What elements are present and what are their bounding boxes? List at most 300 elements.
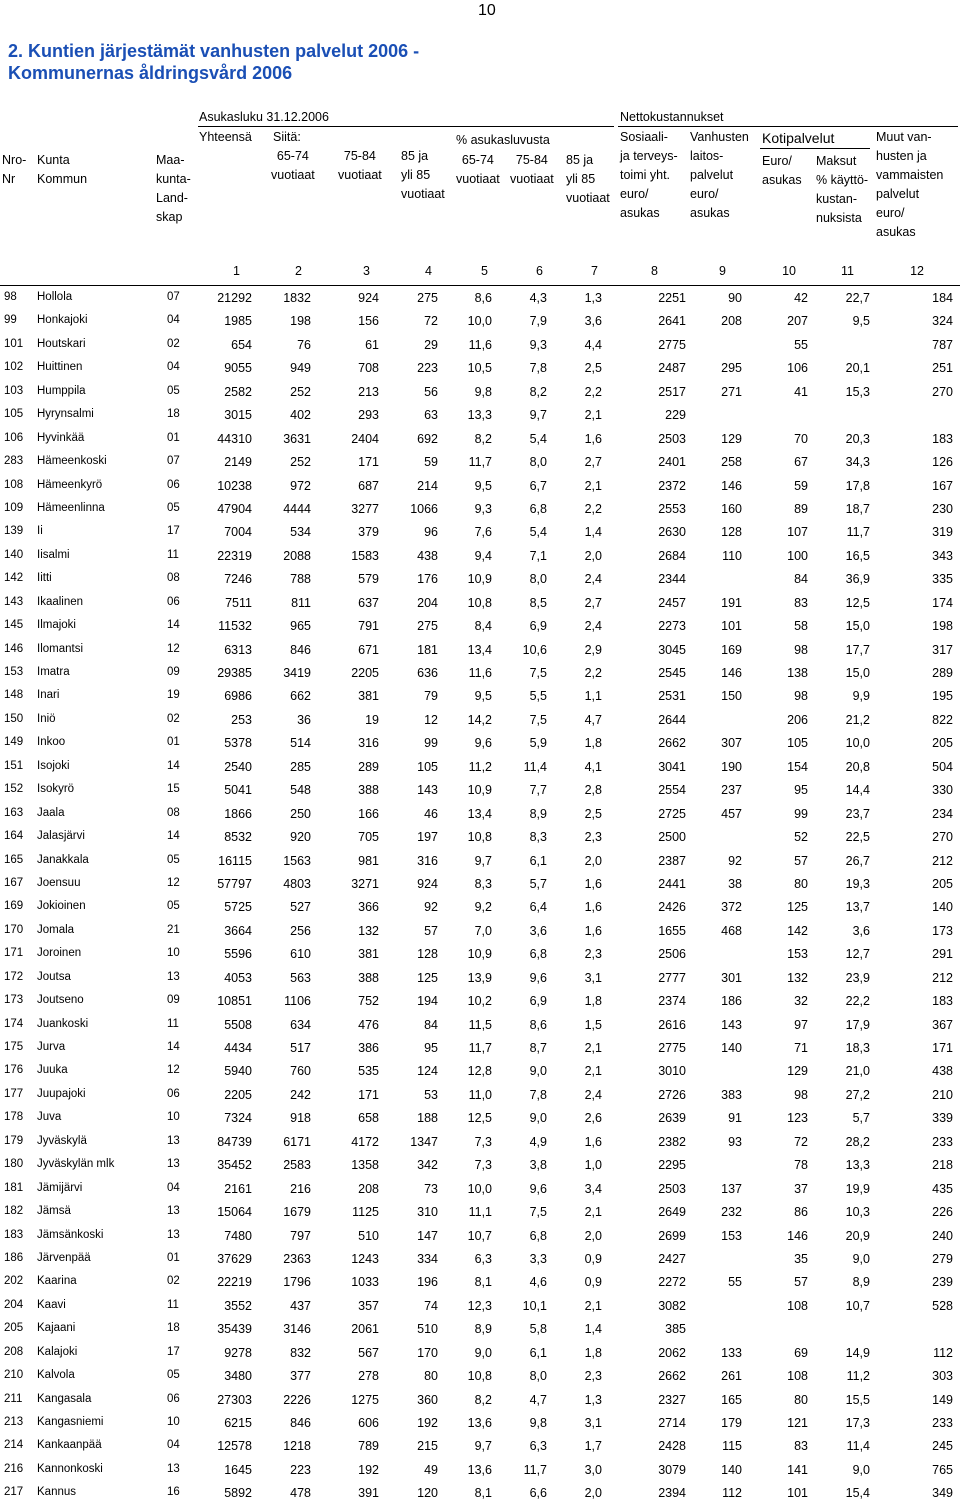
nro-cell: 108 — [4, 478, 24, 491]
kunta-cell: Kaarina — [37, 1275, 77, 1288]
yhteensa-cell: 44310 — [217, 431, 252, 446]
header-kotipalvelut: Kotipalvelut — [762, 130, 835, 146]
sosiaali-cell: 2062 — [658, 1345, 686, 1360]
c85-cell: 275 — [417, 619, 438, 634]
maksut-cell: 8,9 — [852, 1275, 870, 1290]
p65-74-cell: 7,3 — [474, 1158, 492, 1173]
yhteensa-cell: 37629 — [217, 1251, 252, 1266]
table-row — [0, 896, 960, 919]
p85-cell: 1,0 — [584, 1158, 602, 1173]
c85-cell: 53 — [424, 1087, 438, 1102]
c65-74-cell: 517 — [290, 1041, 311, 1055]
yhteensa-cell: 3552 — [224, 1298, 252, 1313]
maksut-cell: 34,3 — [845, 455, 870, 470]
koti-euro-cell: 105 — [787, 736, 808, 751]
c85-cell: 360 — [417, 1392, 438, 1407]
c85-cell: 124 — [417, 1064, 438, 1079]
kunta-cell: Jämsänkoski — [37, 1228, 104, 1241]
p75-84-cell: 9,6 — [529, 970, 547, 985]
maksut-cell: 15,0 — [845, 619, 870, 634]
maksut-cell: 9,9 — [852, 689, 870, 704]
p75-84-cell: 5,5 — [529, 689, 547, 704]
sosiaali-cell: 2251 — [658, 291, 686, 305]
vanhusten-cell: 146 — [721, 666, 742, 680]
header-maakunta: Maa- kunta- Land- skap — [156, 153, 191, 224]
p85-cell: 2,2 — [584, 384, 602, 399]
c65-74-cell: 252 — [290, 384, 311, 399]
sosiaali-cell: 1655 — [658, 923, 686, 938]
c65-74-cell: 972 — [290, 478, 311, 493]
c65-74-cell: 846 — [290, 642, 311, 657]
maksut-cell: 36,9 — [845, 572, 870, 587]
p85-cell: 2,0 — [584, 1228, 602, 1243]
p65-74-cell: 11,6 — [468, 337, 492, 352]
kunta-cell: Jomala — [37, 923, 75, 936]
maksut-cell: 15,3 — [845, 384, 870, 399]
c85-cell: 128 — [417, 947, 438, 962]
vanhusten-cell: 101 — [721, 619, 742, 634]
maksut-cell: 21,2 — [845, 712, 870, 727]
maakunta-cell: 16 — [167, 1486, 180, 1499]
p75-84-cell: 5,4 — [529, 431, 547, 446]
col-number-5: 5 — [481, 264, 488, 278]
table-row — [0, 1435, 960, 1458]
sosiaali-cell: 2517 — [658, 384, 686, 399]
muut-cell: 504 — [932, 759, 953, 774]
p65-74-cell: 10,9 — [467, 783, 492, 798]
muut-cell: 339 — [932, 1111, 953, 1126]
maakunta-cell: 14 — [167, 619, 180, 632]
p65-74-cell: 11,6 — [468, 666, 492, 680]
maksut-cell: 19,9 — [845, 1181, 870, 1196]
yhteensa-cell: 6215 — [224, 1416, 252, 1430]
koti-euro-cell: 86 — [794, 1205, 808, 1220]
p75-84-cell: 6,9 — [529, 619, 547, 634]
kunta-cell: Kangasniemi — [37, 1416, 104, 1428]
vanhusten-cell: 258 — [721, 455, 742, 470]
kunta-cell: Joensuu — [37, 876, 81, 889]
maksut-cell: 20,1 — [845, 361, 870, 376]
yhteensa-cell: 8532 — [224, 830, 252, 845]
nro-cell: 142 — [4, 572, 24, 585]
p85-cell: 2,1 — [584, 1298, 602, 1313]
p65-74-cell: 8,9 — [474, 1322, 492, 1337]
table-row — [0, 1154, 960, 1177]
p75-84-cell: 9,3 — [529, 337, 547, 352]
p65-74-cell: 9,7 — [474, 853, 492, 868]
maksut-cell: 27,2 — [845, 1087, 870, 1102]
vanhusten-cell: 165 — [721, 1392, 742, 1407]
c75-84-cell: 579 — [358, 572, 379, 587]
nro-cell: 150 — [4, 712, 24, 725]
nro-cell: 164 — [4, 830, 24, 843]
koti-euro-cell: 142 — [787, 923, 808, 938]
p75-84-cell: 6,8 — [529, 947, 547, 962]
c75-84-cell: 708 — [358, 361, 379, 376]
koti-euro-cell: 123 — [787, 1111, 808, 1126]
p85-cell: 3,0 — [584, 1462, 602, 1477]
kunta-cell: Joutsa — [37, 970, 71, 983]
kunta-cell: Jokioinen — [37, 900, 86, 913]
kunta-cell: Ilomantsi — [37, 642, 84, 655]
yhteensa-cell: 7480 — [224, 1228, 252, 1243]
maksut-cell: 23,7 — [845, 806, 870, 821]
p85-cell: 2,6 — [584, 1111, 602, 1126]
maksut-cell: 14,9 — [845, 1345, 870, 1360]
vanhusten-cell: 457 — [721, 806, 742, 821]
p65-74-cell: 8,2 — [474, 1392, 492, 1407]
sosiaali-cell: 2457 — [658, 595, 686, 610]
p85-cell: 2,7 — [584, 595, 602, 610]
nro-cell: 163 — [4, 806, 24, 819]
sosiaali-cell: 2531 — [658, 689, 686, 704]
kunta-cell: Humppila — [37, 384, 86, 397]
c65-74-cell: 256 — [290, 923, 311, 938]
koti-euro-cell: 108 — [787, 1298, 808, 1313]
c75-84-cell: 171 — [358, 1087, 379, 1102]
page-title-line-2: Kommunernas åldringsvård 2006 — [8, 63, 293, 83]
vanhusten-cell: 383 — [721, 1087, 742, 1102]
sosiaali-cell: 2295 — [658, 1158, 686, 1173]
c75-84-cell: 924 — [358, 291, 379, 305]
page-number: 10 — [478, 2, 496, 19]
maakunta-cell: 14 — [167, 759, 180, 772]
p85-cell: 3,6 — [584, 314, 602, 329]
c75-84-cell: 476 — [358, 1017, 379, 1032]
yhteensa-cell: 3015 — [224, 408, 252, 423]
p85-cell: 2,9 — [584, 642, 602, 657]
vanhusten-cell: 237 — [721, 783, 742, 798]
koti-euro-cell: 125 — [787, 900, 808, 915]
koti-euro-cell: 89 — [794, 501, 808, 516]
col-number-8: 8 — [651, 264, 658, 278]
vanhusten-cell: 143 — [721, 1017, 742, 1032]
header-muut: Muut van- husten ja vammaisten palvelut euro/ asukas — [876, 130, 944, 239]
yhteensa-cell: 27303 — [217, 1392, 252, 1407]
c65-74-cell: 797 — [290, 1228, 311, 1243]
nro-cell: 151 — [4, 759, 24, 772]
c85-cell: 194 — [417, 994, 438, 1009]
koti-euro-cell: 69 — [794, 1345, 808, 1360]
vanhusten-cell: 150 — [721, 689, 742, 704]
c65-74-cell: 285 — [290, 759, 311, 774]
koti-euro-cell: 153 — [787, 947, 808, 962]
c75-84-cell: 705 — [358, 830, 379, 845]
maakunta-cell: 02 — [167, 1275, 180, 1288]
p65-74-cell: 11,7 — [468, 455, 492, 470]
nro-cell: 211 — [4, 1392, 23, 1405]
koti-euro-cell: 132 — [787, 970, 808, 985]
vanhusten-cell: 55 — [728, 1275, 742, 1290]
p85-cell: 2,1 — [584, 478, 602, 493]
c65-74-cell: 1218 — [283, 1439, 311, 1454]
c65-74-cell: 610 — [290, 947, 311, 962]
kunta-cell: Jämijärvi — [37, 1181, 83, 1194]
c75-84-cell: 671 — [358, 642, 379, 657]
c85-cell: 316 — [417, 853, 438, 868]
header-bottom-rule — [0, 285, 960, 286]
maksut-cell: 9,0 — [852, 1462, 870, 1477]
p75-84-cell: 5,4 — [529, 525, 547, 540]
muut-cell: 183 — [932, 994, 953, 1009]
muut-cell: 251 — [932, 361, 953, 376]
table-row — [0, 709, 960, 732]
kunta-cell: Kangasala — [37, 1392, 92, 1405]
p85-cell: 3,4 — [584, 1181, 602, 1196]
maksut-cell: 22,7 — [845, 291, 870, 305]
vanhusten-cell: 112 — [722, 1486, 742, 1501]
c75-84-cell: 289 — [358, 759, 379, 774]
nro-cell: 175 — [4, 1041, 24, 1053]
p85-cell: 1,6 — [584, 900, 602, 915]
c75-84-cell: 2404 — [351, 431, 379, 446]
maakunta-cell: 06 — [167, 595, 180, 608]
p85-cell: 2,4 — [584, 619, 602, 634]
nro-cell: 173 — [4, 994, 24, 1007]
kunta-cell: Hollola — [37, 291, 73, 303]
muut-cell: 289 — [932, 666, 953, 680]
yhteensa-cell: 9278 — [224, 1345, 252, 1360]
table-row — [0, 428, 960, 451]
p65-74-cell: 9,5 — [474, 478, 492, 493]
p85-cell: 1,7 — [584, 1439, 602, 1454]
kunta-cell: Isojoki — [37, 759, 70, 772]
sosiaali-cell: 2428 — [658, 1439, 686, 1454]
col-number-12: 12 — [910, 264, 924, 278]
header-pct-65-74: 65-74 vuotiaat — [456, 153, 500, 186]
c65-74-cell: 965 — [290, 619, 311, 634]
muut-cell: 140 — [932, 900, 953, 915]
koti-euro-cell: 72 — [794, 1134, 808, 1149]
muut-cell: 149 — [932, 1392, 953, 1407]
nro-cell: 102 — [4, 361, 24, 374]
kunta-cell: Kannonkoski — [37, 1462, 103, 1475]
p85-cell: 2,4 — [584, 1087, 602, 1102]
p65-74-cell: 7,3 — [474, 1134, 492, 1149]
c85-cell: 147 — [417, 1228, 438, 1243]
nro-cell: 213 — [4, 1416, 24, 1428]
muut-cell: 205 — [932, 736, 953, 751]
c85-cell: 80 — [424, 1369, 438, 1384]
sosiaali-cell: 2684 — [658, 548, 686, 563]
yhteensa-cell: 2149 — [224, 455, 252, 470]
yhteensa-cell: 16115 — [218, 853, 252, 868]
maakunta-cell: 10 — [167, 1416, 180, 1428]
table-row — [0, 1014, 960, 1037]
c75-84-cell: 379 — [358, 525, 379, 540]
p65-74-cell: 9,0 — [474, 1345, 492, 1360]
p85-cell: 1,6 — [584, 923, 602, 938]
yhteensa-cell: 2205 — [224, 1087, 252, 1102]
maksut-cell: 9,0 — [852, 1251, 870, 1266]
c65-74-cell: 216 — [290, 1181, 311, 1196]
vanhusten-cell: 307 — [721, 736, 742, 751]
c85-cell: 125 — [417, 970, 438, 985]
p85-cell: 2,1 — [584, 1041, 602, 1055]
header-pct-85: 85 ja yli 85 vuotiaat — [566, 153, 610, 205]
maakunta-cell: 17 — [167, 1345, 180, 1358]
vanhusten-cell: 179 — [721, 1416, 742, 1430]
page-title-line-1: 2. Kuntien järjestämät vanhusten palvelut 2006 - — [8, 41, 420, 61]
c65-74-cell: 2583 — [283, 1158, 311, 1173]
koti-euro-cell: 57 — [794, 853, 808, 868]
c65-74-cell: 1796 — [283, 1275, 311, 1290]
c65-74-cell: 1679 — [283, 1205, 311, 1220]
nro-cell: 217 — [4, 1486, 24, 1499]
muut-cell: 343 — [932, 548, 953, 563]
sosiaali-cell: 2777 — [658, 970, 686, 985]
c65-74-cell: 198 — [290, 314, 311, 329]
kunta-cell: Juupajoki — [37, 1087, 86, 1100]
p75-84-cell: 3,3 — [529, 1251, 547, 1266]
vanhusten-cell: 232 — [721, 1205, 742, 1220]
p85-cell: 2,5 — [584, 361, 602, 376]
table-row — [0, 662, 960, 685]
maksut-cell: 15,5 — [845, 1392, 870, 1407]
koti-euro-cell: 129 — [787, 1064, 808, 1079]
sosiaali-cell: 2327 — [658, 1392, 686, 1407]
vanhusten-cell: 468 — [721, 923, 742, 938]
p65-74-cell: 12,3 — [467, 1298, 492, 1313]
c75-84-cell: 156 — [358, 314, 379, 329]
c65-74-cell: 563 — [290, 970, 311, 985]
yhteensa-cell: 253 — [231, 712, 252, 727]
koti-euro-cell: 146 — [787, 1228, 808, 1243]
p65-74-cell: 10,8 — [467, 1369, 492, 1384]
sosiaali-cell: 2427 — [658, 1251, 686, 1266]
p65-74-cell: 10,2 — [467, 994, 492, 1009]
nro-cell: 145 — [4, 619, 24, 632]
sosiaali-cell: 2662 — [658, 736, 686, 751]
maakunta-cell: 10 — [167, 947, 180, 960]
maakunta-cell: 07 — [167, 291, 180, 303]
kunta-cell: Kalvola — [37, 1369, 75, 1382]
header-siita: Siitä: — [273, 130, 301, 144]
c85-cell: 1066 — [410, 501, 438, 516]
p75-84-cell: 8,9 — [529, 806, 547, 821]
p75-84-cell: 9,0 — [529, 1111, 547, 1126]
p65-74-cell: 10,8 — [467, 830, 492, 845]
p75-84-cell: 8,0 — [529, 572, 547, 587]
koti-euro-cell: 99 — [794, 806, 808, 821]
nro-cell: 101 — [4, 337, 24, 350]
koti-euro-cell: 57 — [794, 1275, 808, 1290]
maksut-cell: 5,7 — [852, 1111, 870, 1126]
col-number-9: 9 — [719, 264, 726, 278]
p75-84-cell: 9,8 — [529, 1416, 547, 1430]
muut-cell: 210 — [932, 1087, 953, 1102]
sosiaali-cell: 2374 — [658, 994, 686, 1009]
nro-cell: 103 — [4, 384, 24, 397]
kunta-cell: Iisalmi — [37, 548, 70, 561]
muut-cell: 330 — [932, 783, 953, 798]
maakunta-cell: 14 — [167, 1041, 180, 1053]
sosiaali-cell: 2639 — [658, 1111, 686, 1126]
header-kunta: Kunta Kommun — [37, 153, 88, 186]
maksut-cell: 16,5 — [845, 548, 870, 563]
maakunta-cell: 21 — [167, 923, 180, 936]
c85-cell: 72 — [424, 314, 438, 329]
koti-euro-cell: 108 — [787, 1369, 808, 1384]
table-row — [0, 1389, 960, 1412]
maakunta-cell: 05 — [167, 853, 180, 866]
table-row — [0, 920, 960, 943]
maksut-cell: 19,3 — [845, 876, 870, 891]
koti-euro-cell: 37 — [794, 1181, 808, 1196]
p85-cell: 2,8 — [584, 783, 602, 798]
maakunta-cell: 01 — [167, 736, 180, 749]
c65-74-cell: 3631 — [283, 431, 311, 446]
nro-cell: 205 — [4, 1322, 24, 1335]
p75-84-cell: 8,0 — [529, 1369, 547, 1384]
p65-74-cell: 13,4 — [467, 642, 492, 657]
nro-cell: 148 — [4, 689, 24, 702]
sosiaali-cell: 2387 — [658, 853, 686, 868]
maakunta-cell: 04 — [167, 314, 180, 327]
maksut-cell: 22,2 — [845, 994, 870, 1009]
nro-cell: 178 — [4, 1111, 24, 1124]
maksut-cell: 13,7 — [845, 900, 870, 915]
vanhusten-cell: 38 — [728, 876, 742, 891]
p75-84-cell: 11,7 — [523, 1462, 547, 1477]
c85-cell: 92 — [424, 900, 438, 915]
c85-cell: 57 — [424, 923, 438, 938]
yhteensa-cell: 2161 — [224, 1181, 252, 1196]
header-asukasluku: Asukasluku 31.12.2006 — [199, 110, 329, 124]
kunta-cell: Kalajoki — [37, 1345, 78, 1358]
c85-cell: 12 — [424, 712, 438, 727]
sosiaali-cell: 2714 — [658, 1416, 686, 1430]
sosiaali-cell: 2272 — [658, 1275, 686, 1290]
kunta-cell: Imatra — [37, 666, 70, 678]
koti-euro-cell: 97 — [794, 1017, 808, 1032]
vanhusten-cell: 129 — [721, 431, 742, 446]
c85-cell: 96 — [424, 525, 438, 540]
header-65-74: 65-74 vuotiaat — [271, 149, 315, 182]
muut-cell: 335 — [932, 572, 953, 587]
p85-cell: 2,3 — [584, 947, 602, 962]
maakunta-cell: 18 — [167, 1322, 180, 1335]
vanhusten-cell: 90 — [728, 291, 742, 305]
c85-cell: 63 — [424, 408, 438, 423]
sosiaali-cell: 2503 — [658, 1181, 686, 1196]
sosiaali-cell: 2662 — [658, 1369, 686, 1384]
p65-74-cell: 13,9 — [467, 970, 492, 985]
sosiaali-cell: 2426 — [658, 900, 686, 915]
p65-74-cell: 10,8 — [467, 595, 492, 610]
c65-74-cell: 634 — [290, 1017, 311, 1032]
kunta-cell: Hämeenkoski — [37, 455, 107, 468]
p85-cell: 3,1 — [584, 1416, 602, 1430]
c65-74-cell: 548 — [290, 783, 311, 798]
kunta-cell: Jämsä — [37, 1205, 71, 1218]
muut-cell: 167 — [932, 478, 953, 493]
sosiaali-cell: 2273 — [658, 619, 686, 634]
col-number-4: 4 — [425, 264, 432, 278]
nro-cell: 152 — [4, 783, 24, 796]
koti-euro-cell: 98 — [794, 642, 808, 657]
kunta-cell: Houtskari — [37, 337, 86, 350]
c75-84-cell: 278 — [358, 1369, 379, 1384]
yhteensa-cell: 5378 — [224, 736, 252, 751]
col-number-1: 1 — [233, 264, 240, 278]
vanhusten-cell: 190 — [721, 759, 742, 774]
nro-cell: 179 — [4, 1134, 24, 1147]
c65-74-cell: 6171 — [283, 1134, 311, 1149]
muut-cell: 245 — [932, 1439, 953, 1454]
p85-cell: 2,3 — [584, 1369, 602, 1384]
maksut-cell: 18,7 — [845, 501, 870, 516]
